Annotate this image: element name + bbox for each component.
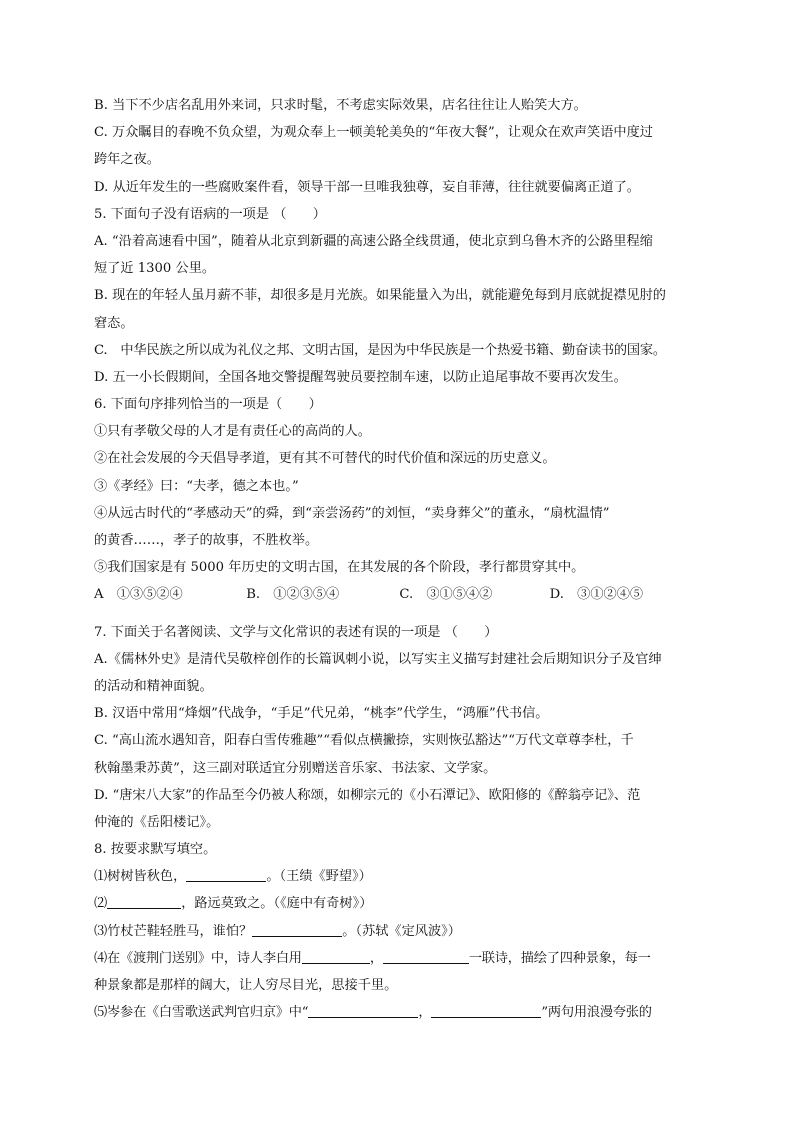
q6-sentence-5: ⑤我们国家是有 5000 年历史的文明古国，在其发展的各个阶段，孝行都贯穿其中。: [94, 560, 585, 576]
q6-option-a: A ①③⑤②④: [94, 587, 183, 603]
q7-option-c-line2: 秋翰墨秉苏黄”，这三副对联适宜分别赠送音乐家、书法家、文学家。: [94, 760, 497, 776]
q8-item-5-continuation: ”两句用浪漫夸张的: [541, 1005, 652, 1021]
q5-option-a-line2: 短了近 1300 公里。: [94, 261, 216, 277]
q6-sentence-3: ③《孝经》曰：“夫孝，德之本也。”: [94, 478, 299, 494]
q6-options: [94, 581, 700, 608]
q5-option-c: C. 中华民族之所以成为礼仪之邦、文明古国，是因为中华民族是一个热爱书籍、勤奋读书的国家。: [94, 342, 666, 358]
q6-sentence-4-line2: 的黄香……，孝子的故事，不胜枚举。: [94, 533, 319, 548]
q6-stem: 6. 下面句序排列恰当的一项是（ ）: [94, 397, 322, 413]
q7-option-c-line1: C. “高山流水遇知音，阳春白雪传雅趣”“看似点横撇捺，实则恢弘豁达”“万代文章尊李杜，千: [94, 733, 634, 749]
q8-item-3-source: 。（苏轼《定风波》）: [342, 923, 461, 939]
q4-option-c-line2: 跨年之夜。: [94, 152, 160, 168]
answer-blank[interactable]: [302, 949, 370, 964]
q7-option-a-line1: A.《儒林外史》是清代吴敬梓创作的长篇讽刺小说，以写实主义描写封建社会后期知识分子及官绅: [94, 651, 662, 667]
q5-option-d: D. 五一小长假期间，全国各地交警提醒驾驶员要控制车速，以防止追尾事故不要再次发生。: [94, 369, 627, 385]
answer-blank[interactable]: [252, 922, 342, 937]
q4-option-b: B. 当下不少店名乱用外来词，只求时髦，不考虑实际效果，店名往往让人贻笑大方。: [94, 98, 587, 113]
q7-option-d-line1: D. “唐宋八大家”的作品至今仍被人称颂，如柳宗元的《小石潭记》、欧阳修的《醉翁亭记》、范: [94, 787, 641, 803]
q6-sentence-4-line1: ④从远古时代的“孝感动天”的舜，到“亲尝汤药”的刘恒，“卖身葬父”的董永，“扇枕温情”: [94, 505, 610, 521]
exam-page: [94, 92, 700, 1026]
q8-item-4-continuation: 一联诗，描绘了四种景象，每一: [468, 950, 651, 966]
answer-blank[interactable]: [186, 867, 266, 882]
q7-option-b: B. 汉语中常用“烽烟”代战争，“手足”代兄弟，“桃李”代学生，“鸿雁”代书信。: [94, 706, 549, 722]
q8-item-5: [94, 999, 700, 1026]
q8-item-4-line1: [94, 945, 700, 972]
q5-option-b-line1: B. 现在的年轻人虽月薪不菲，却很多是月光族。如果能量入为出，就能避免每到月底就捉襟见肘的: [94, 288, 666, 304]
q6-option-d: D. ③①②④⑤: [549, 587, 644, 603]
q5-option-b-line2: 窘态。: [94, 315, 134, 331]
q8-item-1: [94, 863, 700, 890]
q8-stem: 8. 按要求默写填空。: [94, 842, 217, 858]
q7-option-a-line2: 的活动和精神面貌。: [94, 678, 213, 694]
comma: ，: [418, 1005, 432, 1021]
answer-blank[interactable]: [383, 949, 469, 964]
q6-sentence-1: ①只有孝敬父母的人才是有责任心的高尚的人。: [94, 424, 371, 440]
q8-item-3-prompt: ⑶竹杖芒鞋轻胜马，谁怕？: [94, 923, 253, 939]
q4-option-c-line1: C. 万众瞩目的春晚不负众望，为观众奉上一顿美轮美奂的“年夜大餐”，让观众在欢声笑语中度过: [94, 125, 653, 141]
q6-sentence-2: ②在社会发展的今天倡导孝道，更有其不可替代的时代价值和深远的历史意义。: [94, 451, 556, 467]
q4-option-d: D. 从近年发生的一些腐败案件看，领导干部一旦唯我独尊，妄自菲薄，往往就要偏离正道了。: [94, 179, 640, 195]
q7-stem: 7. 下面关于名著阅读、文学与文化常识的表述有误的一项是 （ ）: [94, 624, 498, 640]
comma: ，: [369, 950, 383, 966]
q5-stem: 5. 下面句子没有语病的一项是 （ ）: [94, 206, 326, 222]
q7-option-d-line2: 仲淹的《岳阳楼记》。: [94, 814, 220, 830]
q8-item-4-prompt: ⑷在《渡荆门送别》中，诗人李白用: [94, 950, 302, 966]
q8-item-2-number: ⑵: [94, 896, 108, 912]
spacer: [94, 609, 700, 619]
q8-item-4-line2: 种景象都是那样的阔大，让人穷尽目光，思接千里。: [94, 978, 398, 993]
q8-item-1-source: 。（王绩《野望》）: [266, 869, 372, 885]
q6-option-c: C. ③①⑤④②: [399, 587, 493, 603]
q8-item-1-prompt: ⑴树树皆秋色，: [94, 869, 187, 885]
answer-blank[interactable]: [107, 894, 181, 909]
answer-blank[interactable]: [308, 1003, 418, 1018]
answer-blank[interactable]: [431, 1003, 541, 1018]
q6-option-b: B. ①②③⑤④: [246, 587, 340, 603]
q8-item-2-source: ，路远莫致之。（《庭中有奇树》）: [181, 896, 373, 912]
q8-item-2: [94, 890, 700, 917]
q8-item-3: [94, 918, 700, 945]
q5-option-a-line1: A. “沿着高速看中国”，随着从北京到新疆的高速公路全线贯通，使北京到乌鲁木齐的公路里程缩: [94, 233, 653, 249]
q8-item-5-prompt: ⑸岑参在《白雪歌送武判官归京》中“: [94, 1005, 309, 1021]
